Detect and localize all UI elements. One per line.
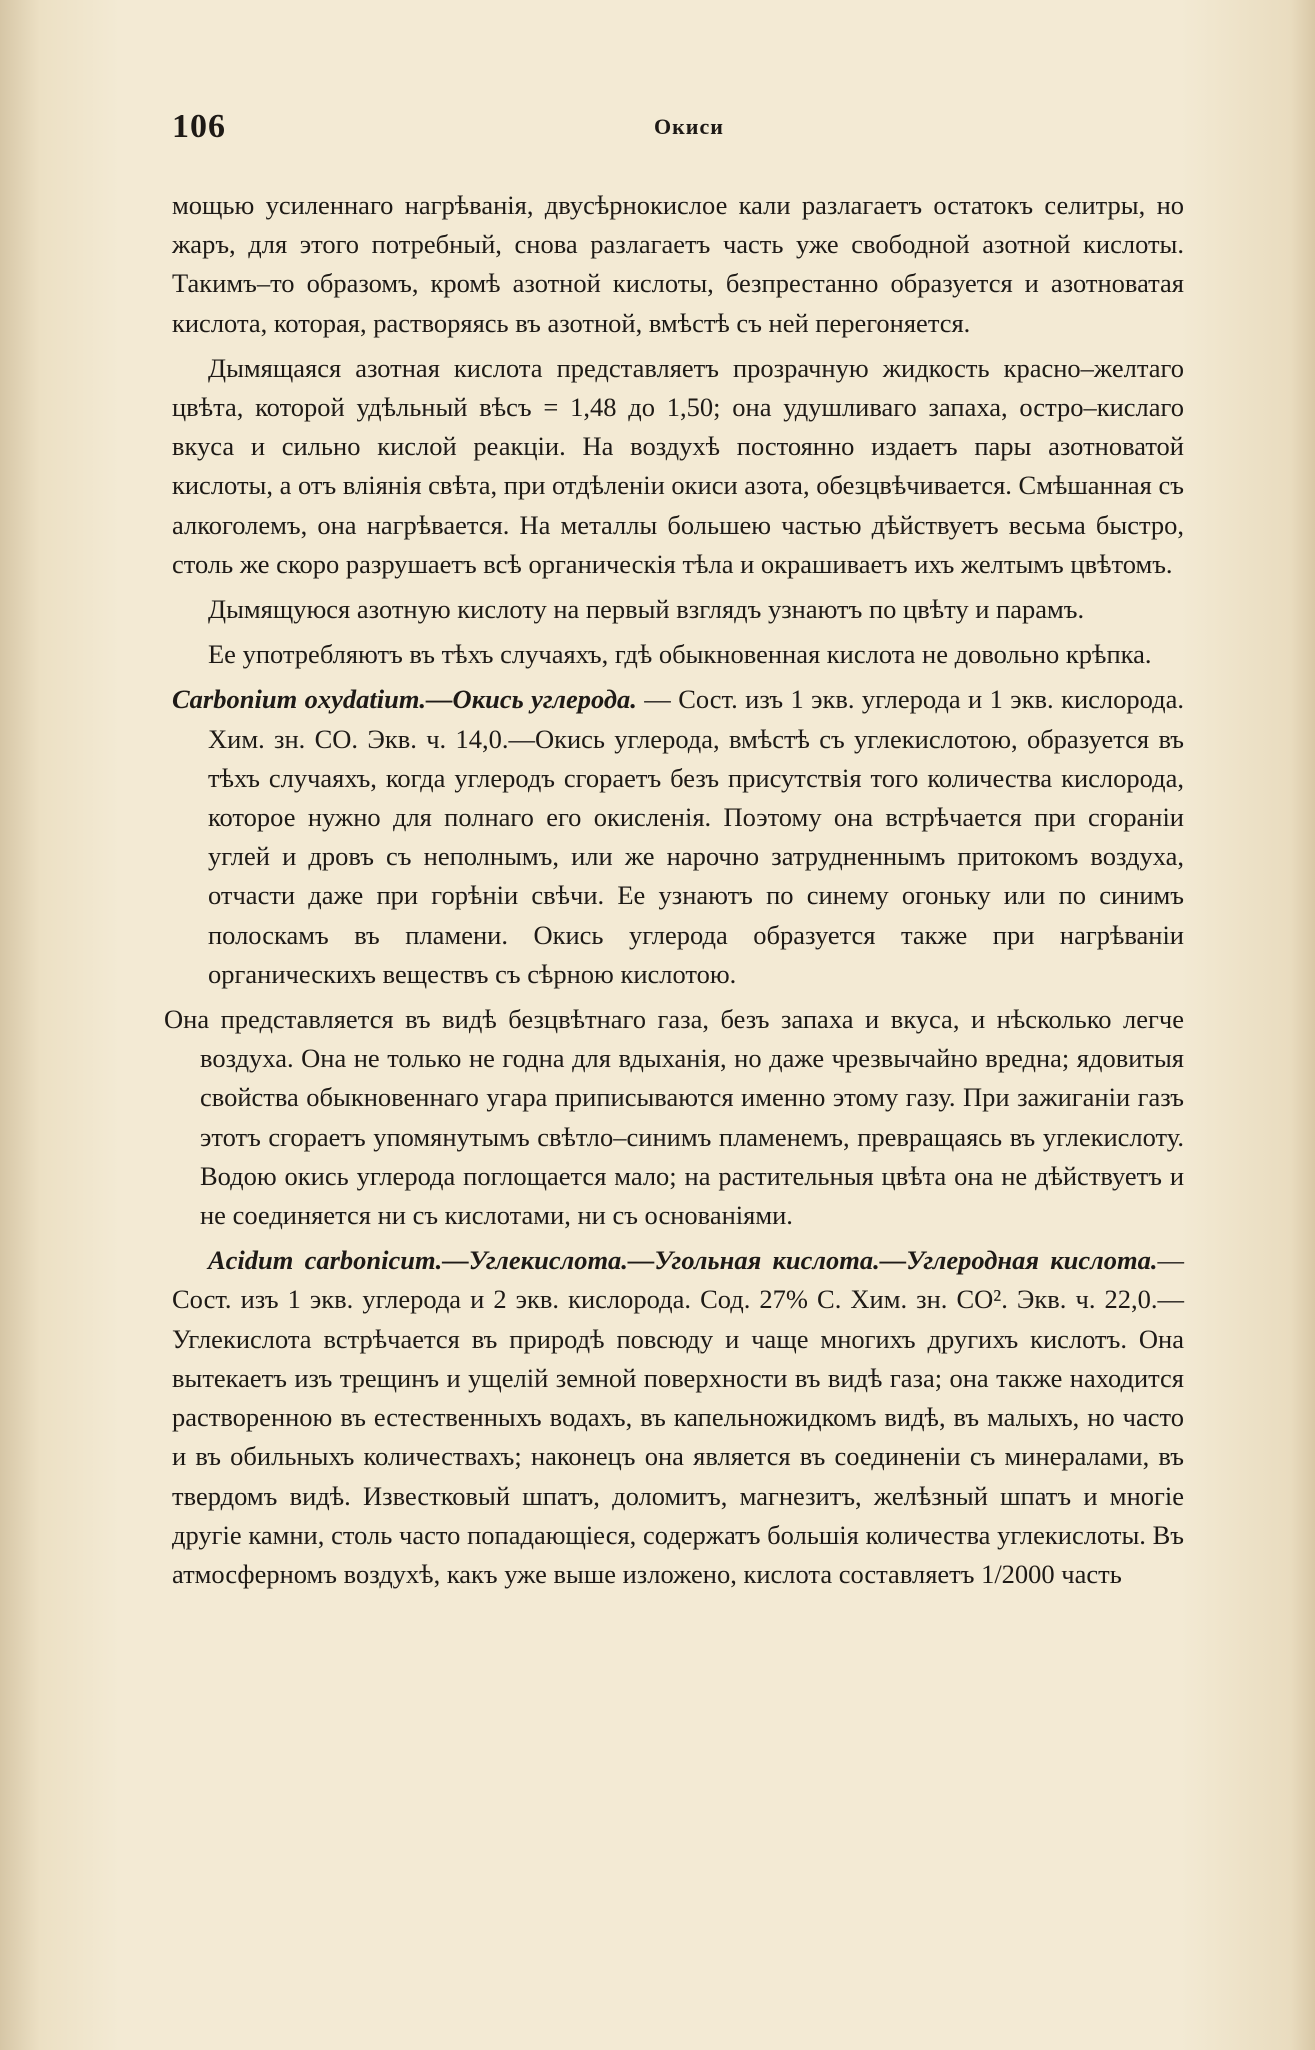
running-head: Окиси xyxy=(654,114,724,139)
paragraph-fuming-acid: Дымящаяся азотная кислота представляетъ прозрачную жидкость красно–желтаго цвѣта, которой удѣльный вѣсъ = 1,48 до 1,50; она удушливаго запаха, остро–кислаго вкуса и сильно кислой реакціи. На воздухѣ постоянно издаетъ пары азотноватой кислоты, а отъ вліянія свѣта, при отдѣленіи окиси азота, обезцвѣчивается. Смѣшанная съ алкоголемъ, она нагрѣвается. На металлы большею частью дѣйствуетъ весьма быстро, столь же скоро разрушаетъ всѣ органическія тѣла и окрашиваетъ ихъ желтымъ цвѣтомъ. xyxy=(172,352,1184,579)
entry-co-text: — Сост. изъ 1 экв. углерода и 1 экв. кислорода. Хим. зн. СО. Экв. ч. 14,0.—Окись углерода, вмѣстѣ съ углекислотою, образуется въ тѣхъ случаяхъ, когда углеродъ сгораетъ безъ присутствія того количества кислорода, которое нужно для полнаго его окисленія. Поэтому она встрѣчается при сгораніи углей и дровъ съ неполнымъ, или же нарочно затрудненнымъ притокомъ воздуха, отчасти даже при горѣніи свѣчи. Ее узнаютъ по синему огоньку или по синимъ полоскамъ въ пламени. Окись углерода образуется также при нагрѣваніи органическихъ веществъ съ сѣрною кислотою. xyxy=(208,684,1184,989)
paragraph-continuation: мощью усиленнаго нагрѣванія, двусѣрнокислое кали разлагаетъ остатокъ селитры, но жаръ, для этого потребный, снова разлагаетъ часть уже свободной азотной кислоты. Такимъ–то образомъ, кромѣ азотной кислоты, безпрестанно образуется и азотноватая кислота, которая, растворяясь въ азотной, вмѣстѣ съ ней перегоняется. xyxy=(172,190,1184,338)
paragraph-recognition: Дымящуюся азотную кислоту на первый взглядъ узнаютъ по цвѣту и парамъ. xyxy=(208,594,1085,625)
entry-co-properties: Она представляется въ видѣ безцвѣтнаго газа, безъ запаха и вкуса, и нѣсколько легче воздуха. Она не только не годна для вдыханія, но даже чрезвычайно вредна; ядовитыя свойства обыкновеннаго угара приписываются именно этому газу. При зажиганіи газъ этотъ сгораетъ упомянутымъ свѣтло–синимъ пламенемъ, превращаясь въ углекислоту. Водою окись углерода поглощается мало; на растительныя цвѣта она не дѣйствуетъ и не соединяется ни съ кислотами, ни съ основаніями. xyxy=(164,1004,1184,1231)
entry-carbonic-acid xyxy=(172,1241,1184,1594)
page-body xyxy=(164,186,1184,1600)
page-header xyxy=(172,108,1182,148)
paragraph-usage: Ее употребляютъ въ тѣхъ случаяхъ, гдѣ обыкновенная кислота не довольно крѣпка. xyxy=(208,639,1152,670)
entry-co2-heading: Acidum carbonicum.—Углекислота.—Угольная кислота.—Углеродная кислота. xyxy=(208,1245,1158,1276)
entry-co-heading: Carbonium oxydatium.—Окись углерода. xyxy=(172,684,637,715)
entry-co2-text: —Сост. изъ 1 экв. углерода и 2 экв. кислорода. Сод. 27% С. Хим. зн. СО². Экв. ч. 22,0.—Углекислота встрѣчается въ природѣ повсюду и чаще многихъ другихъ кислотъ. Она вытекаетъ изъ трещинъ и ущелій земной поверхности въ видѣ газа; она также находится растворенною въ естественныхъ водахъ, въ капельножидкомъ видѣ, въ малыхъ, но часто и въ обильныхъ количествахъ; наконецъ она является въ соединеніи съ минералами, въ твердомъ видѣ. Известковый шпатъ, доломитъ, магнезитъ, желѣзный шпатъ и многіе другіе камни, столь часто попадающіеся, содержатъ большія количества углекислоты. Въ атмосферномъ воздухѣ, какъ уже выше изложено, кислота составляетъ 1/2000 часть xyxy=(172,1245,1184,1589)
page-number: 106 xyxy=(172,108,226,145)
entry-carbon-monoxide xyxy=(172,680,1184,994)
